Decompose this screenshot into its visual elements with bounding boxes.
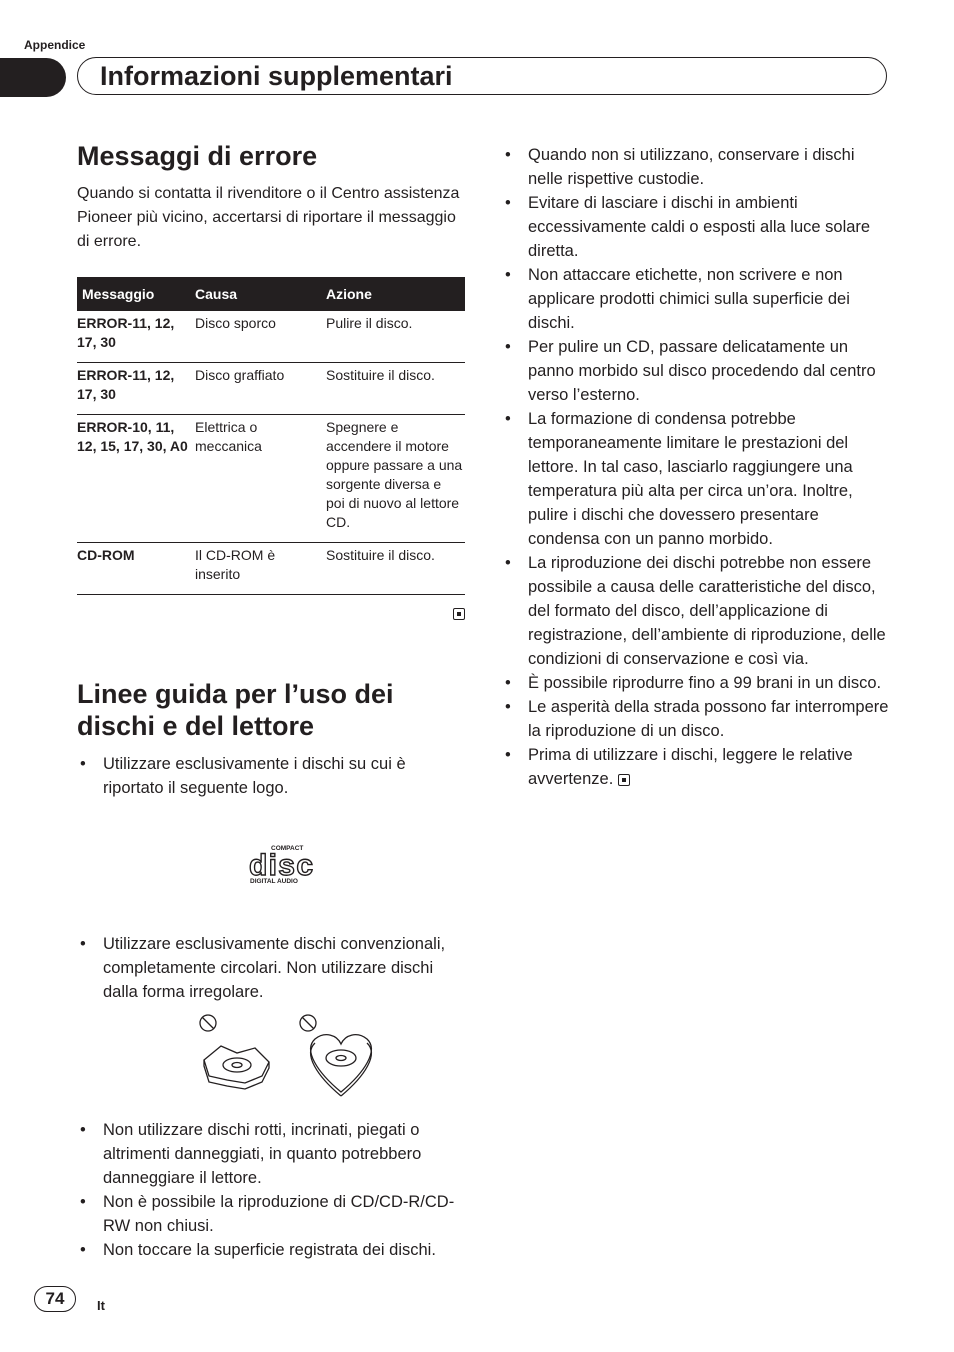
table-row <box>77 311 465 363</box>
left-column <box>77 140 465 1262</box>
list-item: • Non utilizzare dischi rotti, incrinati, piegati o altrimenti danneggiati, in quanto potrebbero danneggiare il lettore. <box>77 1118 465 1190</box>
list-item: • Quando non si utilizzano, conservare i dischi nelle rispettive custodie. <box>502 143 892 191</box>
section-header <box>77 57 887 95</box>
section-end-icon <box>453 608 465 620</box>
logo-bottom-text: DIGITAL AUDIO <box>250 878 298 885</box>
irregular-discs-prohibited-icon <box>77 1010 465 1106</box>
table-row <box>77 415 465 543</box>
error-table-header <box>77 277 465 311</box>
list-item: • Utilizzare esclusivamente i dischi su cui è riportato il seguente logo. <box>77 752 465 800</box>
error-cause: Disco sporco <box>190 311 321 363</box>
error-messages-intro: Quando si contatta il rivenditore o il Centro assistenza Pioneer più vicino, accertarsi di riportare il messaggio di errore. <box>77 185 460 250</box>
list-item: • Non toccare la superficie registrata dei dischi. <box>77 1238 465 1262</box>
table-row <box>77 543 465 595</box>
list-item-text: Prima di utilizzare i dischi, leggere le relative avvertenze. <box>528 746 853 788</box>
error-table <box>77 277 465 595</box>
logo-top-text: COMPACT <box>271 845 304 852</box>
list-item: • Utilizzare esclusivamente dischi convenzionali, completamente circolari. Non utilizzare dischi dalla forma irregolare. <box>77 932 465 1004</box>
error-code: ERROR-11, 12, 17, 30 <box>77 363 190 415</box>
error-cause: Elettrica o meccanica <box>190 415 321 543</box>
guidelines-list-b <box>77 932 465 1004</box>
irregular-disc-illustration <box>77 1010 465 1106</box>
error-cause: Il CD-ROM è inserito <box>190 543 321 595</box>
error-cause: Disco graffiato <box>190 363 321 415</box>
logo-main-text: disc <box>249 849 313 882</box>
error-code: ERROR-10, 11, 12, 15, 17, 30, A0 <box>77 415 190 543</box>
error-action: Sostituire il disco. <box>321 543 465 595</box>
column-header-action: Azione <box>321 277 465 311</box>
guidelines-list-a <box>77 752 465 800</box>
list-item: • La formazione di condensa potrebbe temporaneamente limitare le prestazioni del lettore. In tal caso, lasciarlo raggiungere una temperatura più alta per circa un’ora. Inoltre, pulire i dischi che dovessero presentare condensa con un panno morbido. <box>502 407 892 551</box>
list-item <box>502 743 892 791</box>
appendix-label: Appendice <box>24 38 86 52</box>
right-column <box>502 143 892 791</box>
section-end-icon <box>618 774 630 786</box>
error-action: Sostituire il disco. <box>321 363 465 415</box>
error-action: Spegnere e accendere il motore oppure passare a una sorgente diversa e poi di nuovo al lettore CD. <box>321 415 465 543</box>
error-messages-heading: Messaggi di errore <box>77 141 318 171</box>
table-row <box>77 363 465 415</box>
list-item: • Non è possibile la riproduzione di CD/CD-R/CD-RW non chiusi. <box>77 1190 465 1238</box>
list-item: • La riproduzione dei dischi potrebbe non essere possibile a causa delle caratteristiche del disco, del formato del disco, dell’applicazione di registrazione, dell’ambiente di riproduzione, delle condizioni di conservazione e così via. <box>502 551 892 671</box>
list-item: • Evitare di lasciare i dischi in ambienti eccessivamente caldi o esposti alla luce solare diretta. <box>502 191 892 263</box>
language-code: It <box>97 1298 105 1313</box>
compact-disc-digital-audio-logo-icon <box>249 843 317 885</box>
list-item: • Non attaccare etichette, non scrivere e non applicare prodotti chimici sulla superficie dei dischi. <box>502 263 892 335</box>
column-header-message: Messaggio <box>77 277 190 311</box>
column-header-cause: Causa <box>190 277 321 311</box>
section-tab-marker <box>0 58 66 97</box>
guidelines-list-c <box>77 1118 465 1262</box>
error-code: CD-ROM <box>77 543 190 595</box>
list-item: • È possibile riprodurre fino a 99 brani in un disco. <box>502 671 892 695</box>
list-item: • Per pulire un CD, passare delicatamente un panno morbido sul disco procedendo dal centro verso l’esterno. <box>502 335 892 407</box>
guidelines-list-right <box>502 143 892 791</box>
guidelines-heading: Linee guida per l’uso dei dischi e del lettore <box>77 679 394 741</box>
list-item: • Le asperità della strada possono far interrompere la riproduzione di un disco. <box>502 695 892 743</box>
compact-disc-logo-area <box>77 800 465 932</box>
section-title: Informazioni supplementari <box>100 61 453 91</box>
error-action: Pulire il disco. <box>321 311 465 363</box>
page-number: 74 <box>34 1286 76 1312</box>
error-code: ERROR-11, 12, 17, 30 <box>77 311 190 363</box>
